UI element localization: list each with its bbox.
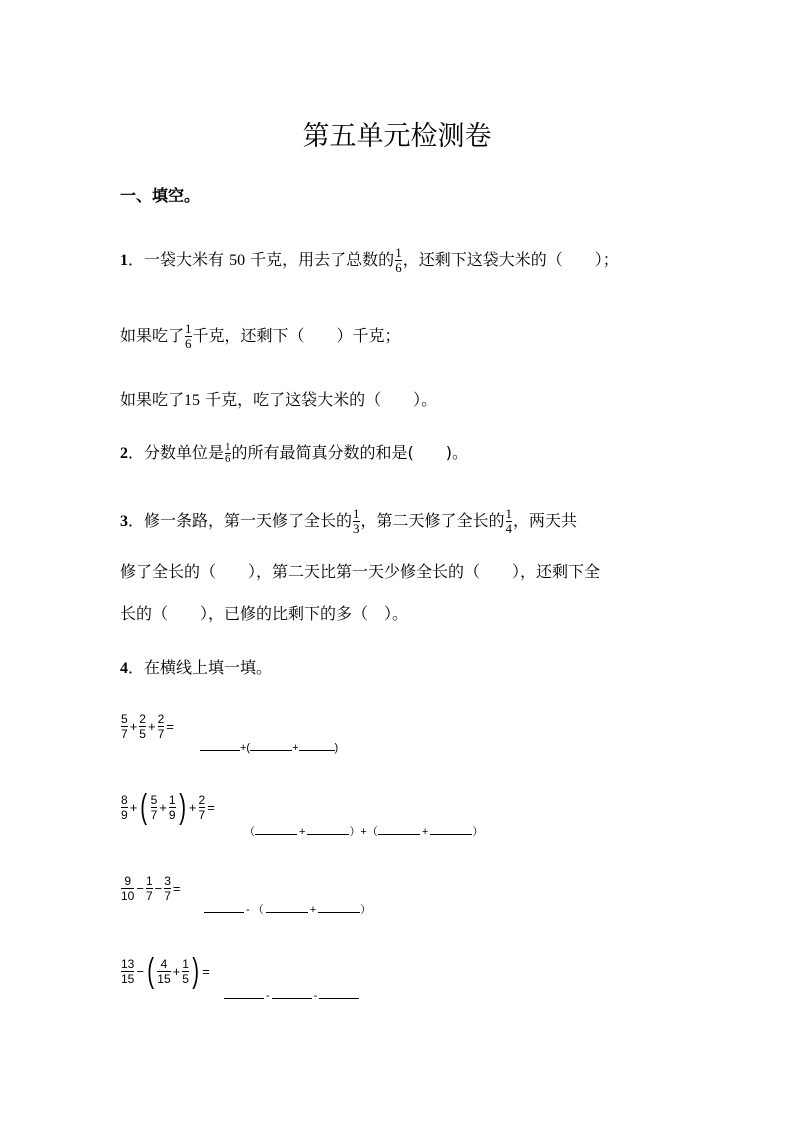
question-number: 4: [120, 660, 128, 677]
fraction-denominator: 6: [185, 336, 192, 351]
fraction-numerator: 1: [145, 874, 153, 888]
question-3-line-2: 修了全长的（ ），第二天比第一天少修全长的（ ），还剩下全: [120, 562, 601, 581]
fraction-denominator: 9: [121, 807, 128, 822]
fraction-denominator: 5: [139, 727, 146, 741]
fraction-denominator: 6: [395, 260, 402, 275]
fraction: [164, 874, 171, 903]
fraction: [225, 442, 231, 465]
question-3-line-1: [120, 507, 577, 536]
question-value: 15: [184, 392, 201, 409]
fraction-numerator: 2: [198, 792, 206, 807]
fraction: [157, 957, 170, 986]
right-parenthesis: ): [192, 952, 199, 990]
fraction-numerator: 1: [505, 506, 513, 521]
answer-blank[interactable]: [318, 900, 360, 913]
question-text: ，第二天修了全长的: [360, 511, 505, 530]
fraction-numerator: 8: [121, 792, 128, 807]
question-text: 的所有最简真分数的和是( )。: [231, 443, 469, 462]
minus-sign: −: [136, 963, 144, 979]
fraction: [146, 874, 153, 903]
fraction: [121, 793, 128, 822]
expression-3: [120, 874, 182, 903]
question-3-line-3: 长的（ ），已修的比剩下的多（ ）。: [120, 604, 409, 623]
answer-blank[interactable]: [299, 738, 335, 751]
answer-blank[interactable]: [430, 822, 472, 835]
answer-symbol: - （: [246, 904, 264, 916]
question-1-line-2: [120, 322, 401, 351]
question-2: [120, 442, 468, 465]
answer-blank[interactable]: [204, 900, 244, 913]
fraction: [185, 322, 192, 351]
answer-symbol: +(: [240, 742, 251, 754]
question-text: ．修一条路，第一天修了全长的: [128, 511, 353, 530]
page-title: 第五单元检测卷: [302, 121, 492, 152]
fraction: [121, 712, 128, 741]
answer-blank[interactable]: [255, 822, 297, 835]
question-value: 50: [229, 252, 246, 269]
fraction-numerator: 2: [139, 712, 146, 726]
fraction: [121, 874, 134, 903]
fraction-numerator: 4: [160, 956, 168, 971]
fraction-denominator: 10: [121, 889, 135, 903]
answer-blank[interactable]: [200, 738, 240, 751]
question-1-line-3: [120, 390, 437, 411]
fraction-denominator: 15: [157, 971, 171, 986]
fraction-numerator: 3: [164, 874, 171, 888]
fraction: [121, 957, 134, 986]
fraction-numerator: 1: [353, 506, 360, 521]
question-text: 如果吃了: [120, 390, 185, 409]
fraction-numerator: 1: [225, 441, 231, 453]
fraction-denominator: 6: [225, 453, 231, 465]
right-parenthesis: ): [178, 788, 186, 826]
plus-sign: +: [188, 799, 197, 815]
answer-symbol: +: [299, 826, 306, 838]
fraction-numerator: 5: [121, 712, 128, 726]
fraction: [182, 957, 189, 986]
fraction-numerator: 9: [124, 874, 132, 888]
answer-blank[interactable]: [272, 986, 312, 999]
answer-symbol: +: [309, 904, 317, 916]
question-4: [120, 658, 272, 679]
question-number: 2: [120, 445, 128, 462]
answer-symbol: ）: [472, 826, 484, 838]
answer-symbol: ): [334, 742, 339, 754]
answer-symbol: （: [244, 826, 255, 838]
answer-row-1: [200, 738, 338, 754]
answer-blank[interactable]: [378, 822, 420, 835]
fraction: [353, 507, 360, 536]
fraction-denominator: 7: [121, 727, 128, 741]
fraction: [151, 793, 158, 822]
question-text: ．在横线上填一填。: [128, 658, 273, 677]
left-parenthesis: (: [140, 788, 148, 826]
answer-symbol: -: [313, 990, 318, 1002]
fraction-numerator: 1: [185, 321, 192, 336]
expression-4: [120, 954, 211, 988]
question-text: ．分数单位是: [128, 443, 225, 462]
equals-sign: =: [202, 963, 210, 979]
plus-sign: +: [129, 719, 138, 734]
fraction-numerator: 2: [157, 712, 165, 726]
answer-symbol: ）: [360, 904, 372, 916]
answer-symbol: ）+（: [349, 826, 378, 838]
question-text: 千克，还剩下（ ）千克；: [192, 326, 401, 345]
fraction-denominator: 3: [353, 521, 360, 536]
answer-blank[interactable]: [250, 738, 292, 751]
expression-1: [120, 712, 175, 741]
question-text: ．一袋大米有: [128, 250, 230, 269]
fraction-denominator: 7: [164, 889, 171, 903]
question-text: ，两天共: [513, 511, 578, 530]
minus-sign: −: [136, 881, 144, 896]
question-number: 3: [120, 513, 128, 530]
fraction: [199, 793, 206, 822]
plus-sign: +: [159, 799, 167, 815]
fraction-numerator: 1: [395, 245, 402, 260]
equals-sign: =: [166, 719, 174, 734]
answer-row-3: [204, 900, 371, 917]
answer-symbol: -: [266, 990, 270, 1002]
minus-sign: −: [154, 881, 163, 896]
question-text: 如果吃了: [120, 326, 185, 345]
fraction: [169, 793, 176, 822]
left-parenthesis: (: [147, 952, 155, 990]
question-text: 千克，吃了这袋大米的（ ）。: [200, 390, 438, 409]
question-text: 千克，用去了总数的: [245, 250, 395, 269]
answer-blank[interactable]: [319, 986, 359, 999]
answer-blank[interactable]: [266, 900, 308, 913]
fraction: [158, 712, 165, 741]
answer-row-2: [244, 822, 483, 839]
plus-sign: +: [147, 719, 156, 734]
fraction-numerator: 13: [121, 956, 135, 971]
fraction-denominator: 9: [168, 807, 176, 822]
answer-blank[interactable]: [224, 986, 264, 999]
fraction: [139, 712, 146, 741]
answer-symbol: +: [292, 742, 299, 754]
fraction-denominator: 7: [198, 807, 206, 822]
fraction-denominator: 7: [150, 807, 158, 822]
fraction-numerator: 1: [182, 956, 189, 971]
fraction: [506, 507, 513, 536]
fraction-denominator: 15: [121, 971, 135, 986]
question-number: 1: [120, 252, 128, 269]
fraction-denominator: 5: [182, 971, 189, 986]
section-heading-fill-in: 一、填空。: [120, 186, 201, 205]
fraction-denominator: 7: [145, 889, 153, 903]
answer-row-4: [224, 986, 359, 1002]
fraction: [395, 246, 402, 275]
answer-blank[interactable]: [307, 822, 349, 835]
question-1-line-1: [120, 246, 619, 275]
expression-2: [120, 790, 216, 824]
plus-sign: +: [172, 963, 181, 979]
plus-sign: +: [129, 799, 138, 815]
answer-symbol: +: [421, 826, 429, 838]
fraction-numerator: 5: [150, 792, 158, 807]
fraction-numerator: 1: [168, 792, 176, 807]
equals-sign: =: [207, 799, 215, 815]
fraction-denominator: 7: [157, 727, 165, 741]
equals-sign: =: [172, 881, 181, 896]
question-text: ，还剩下这袋大米的（ ）；: [402, 250, 619, 269]
fraction-denominator: 4: [505, 521, 513, 536]
